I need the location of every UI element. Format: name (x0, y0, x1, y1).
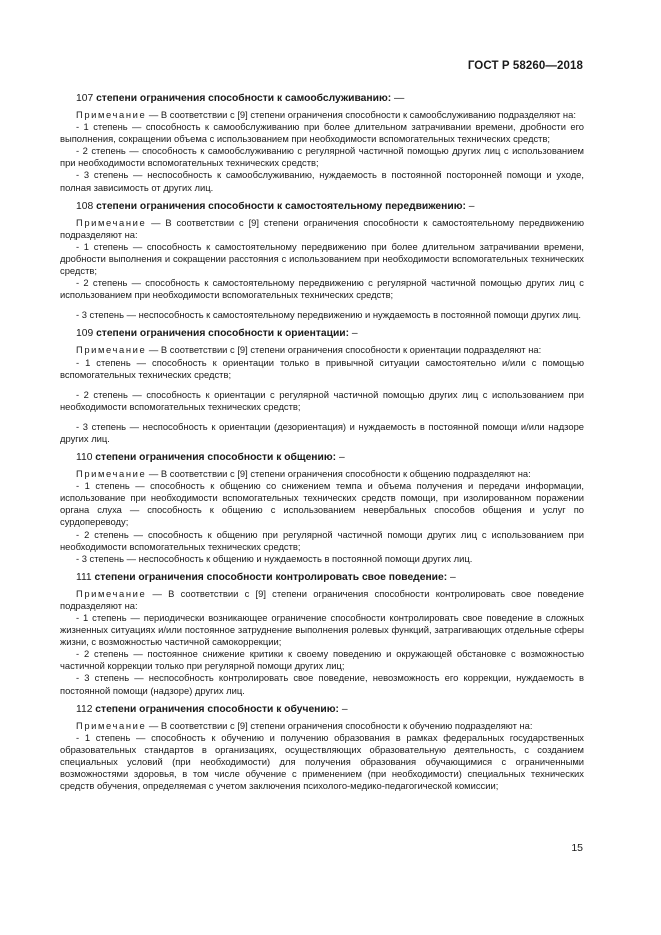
term-suffix: – (447, 571, 456, 583)
note-label: Примечание (76, 109, 147, 120)
list-item: - 1 степень — способность к ориентации только в привычной ситуации самостоятельно и/или с помощью вспомогательных технических средств; (60, 356, 584, 380)
list-item: - 3 степень — неспособность к самообслуживанию, нуждаемость в постоянной посторонней помощи и уходе, полная зависимость от других лиц. (60, 169, 584, 193)
note-text: — В соответствии с [9] степени ограничения способности контролировать свое поведение подразделяют на: (60, 587, 584, 611)
list-item: - 3 степень — неспособность к ориентации (дезориентация) и нуждаемость в постоянной помощи и/или надзоре других лиц. (60, 420, 584, 444)
list-item: - 2 степень — способность к самостоятельному передвижению с регулярной частичной помощью других лиц с использованием при необходимости вспомогательных технических средств; (60, 277, 584, 301)
term-number: 107 (76, 93, 94, 104)
list-item: - 1 степень — способность к самостоятельному передвижению при более длительном затрачивании времени, дробности выполнения и сокращении расстояния с использованием при необходимости вспомогательных технических средств; (60, 240, 584, 277)
term-suffix: – (349, 328, 358, 340)
term-heading (60, 571, 584, 584)
term-title: степени ограничения способности к общению: (95, 452, 337, 464)
spacer (60, 413, 584, 421)
term-title: степени ограничения способности к самообслуживанию: (96, 93, 392, 104)
term-number: 108 (76, 200, 94, 212)
note-paragraph (60, 720, 584, 732)
term-number: 111 (76, 571, 92, 583)
term-section-108 (60, 200, 584, 322)
term-title: степени ограничения способности контролировать свое поведение: (94, 571, 448, 583)
note-label: Примечание (76, 344, 147, 356)
note-label: Примечание (76, 587, 147, 599)
term-number: 110 (76, 452, 93, 464)
list-item: - 2 степень — способность к общению при регулярной частичной помощи других лиц с использованием при необходимости вспомогательных технических средств; (60, 528, 584, 552)
term-section-107 (60, 92, 584, 194)
term-section-111 (60, 571, 584, 697)
note-paragraph (60, 109, 584, 121)
term-title: степени ограничения способности к самостоятельному передвижению: (96, 200, 466, 212)
list-item: - 1 степень — способность к самообслуживанию при более длительном затрачивании времени, дробности его выполнения, сокращении объема с использованием при необходимости вспомогательных технических средств; (60, 121, 584, 145)
note-text: — В соответствии с [9] степени ограничения способности к ориентации подразделяют на: (146, 344, 542, 356)
term-section-112 (60, 703, 584, 793)
note-paragraph (60, 468, 584, 480)
standard-header: ГОСТ Р 58260—2018 (467, 60, 583, 72)
list-item: - 2 степень — постоянное снижение критики к своему поведению и окружающей обстановке с возможностью частичной коррекции только при регулярной помощи других лиц; (60, 648, 584, 672)
term-heading (60, 200, 584, 213)
list-item: - 3 степень — неспособность к общению и нуждаемость в постоянной помощи других лиц. (76, 552, 473, 564)
note-text: — В соответствии с [9] степени ограничения способности к самостоятельному передвижению подразделяют на: (60, 216, 584, 240)
note-paragraph (60, 344, 584, 356)
term-suffix: – (336, 452, 345, 464)
note-paragraph (60, 217, 584, 241)
term-title: степени ограничения способности к обучению: (95, 703, 339, 715)
term-number: 109 (76, 328, 94, 340)
note-text: — В соответствии с [9] степени ограничения способности к общению подразделяют на: (146, 468, 531, 480)
note-label: Примечание (76, 468, 147, 480)
spacer (60, 381, 584, 389)
term-heading (60, 327, 584, 340)
document-body (60, 92, 584, 798)
list-item: - 1 степень — периодически возникающее ограничение способности контролировать свое поведение в сложных жизненных ситуациях и/или постоянное затруднение выполнения ролевых функций, затрагивающих отдельные сферы жизни, с возможностью частичной самокоррекции; (60, 612, 584, 648)
term-section-110 (60, 451, 584, 565)
note-text: — В соответствии с [9] степени ограничения способности к самообслуживанию подразделяют на: (146, 109, 576, 120)
term-heading (60, 703, 584, 716)
term-title: степени ограничения способности к ориентации: (96, 328, 350, 340)
spacer (60, 301, 584, 309)
term-number: 112 (76, 703, 93, 715)
note-paragraph (60, 588, 584, 612)
page-number: 15 (571, 842, 583, 854)
term-suffix: — (391, 93, 405, 104)
term-section-109 (60, 327, 584, 445)
list-item: - 2 степень — способность к ориентации с регулярной частичной помощью других лиц с использованием при необходимости вспомогательных технических средств; (60, 388, 584, 412)
term-heading (60, 92, 584, 105)
list-item: - 3 степень — неспособность контролировать свое поведение, невозможность его коррекции, нуждаемость в постоянной помощи (надзоре) других лиц. (60, 672, 584, 696)
list-item: - 2 степень — способность к самообслуживанию с регулярной частичной помощью других лиц с использованием при необходимости вспомогательных технических средств; (60, 145, 584, 169)
list-item: - 3 степень — неспособность к самостоятельному передвижению и нуждаемость в постоянной помощи других лиц. (76, 309, 581, 321)
term-suffix: – (465, 200, 475, 212)
term-suffix: – (338, 703, 348, 715)
term-heading (60, 451, 584, 464)
note-label: Примечание (76, 216, 147, 228)
note-label: Примечание (76, 719, 147, 731)
list-item: - 1 степень — способность к общению со снижением темпа и объема получения и передачи информации, использование при необходимости вспомогательных технических средств помощи, при изолированном поражении органа слуха — способность к общению с использованием невербальных способов общения и услуг по сурдопереводу; (60, 480, 584, 528)
list-item: - 1 степень — способность к обучению и получению образования в рамках федеральных государственных образовательных стандартов в организациях, осуществляющих образовательную деятельность, с созданием специальных условий (при необходимости) для получения образования обучающимися с ограниченными возможностями здоровья, в том числе обучение с применением (при необходимости) специальных технических средств обучения, определяемая с учетом заключения психолого-медико-педагогической комиссии; (60, 731, 584, 792)
note-text: — В соответствии с [9] степени ограничения способности к обучению подразделяют на: (146, 719, 533, 731)
